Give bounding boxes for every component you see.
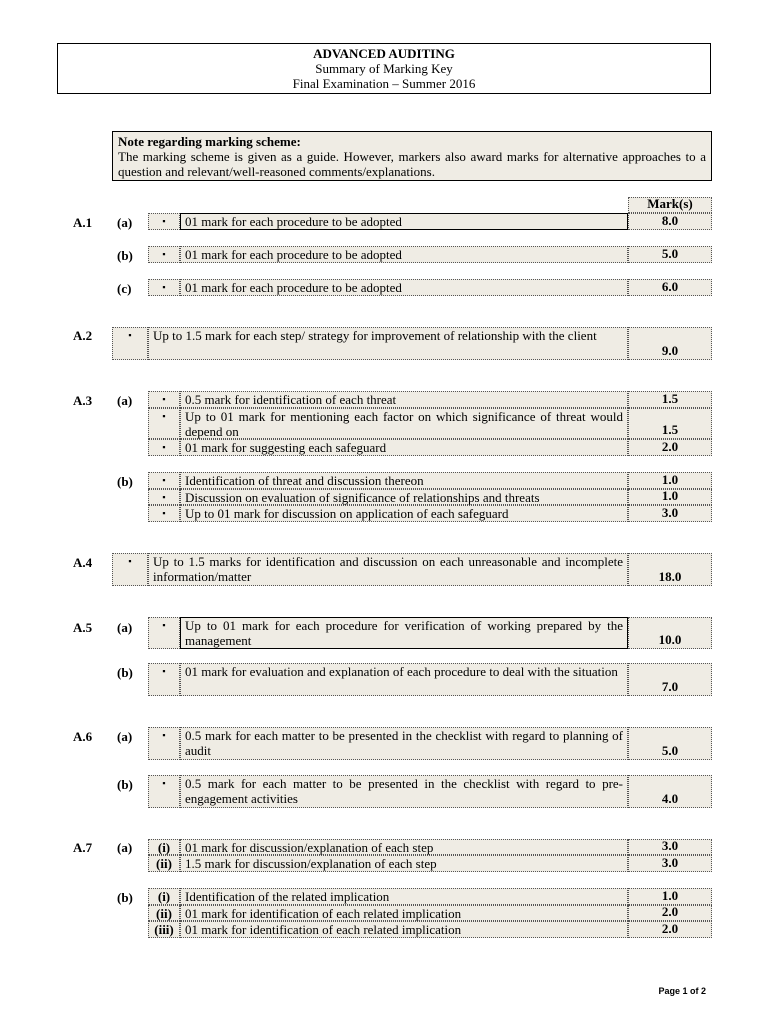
bullet-icon: ▪ <box>148 439 180 456</box>
part-label: (a) <box>117 729 133 744</box>
criterion-text: 0.5 mark for each matter to be presented in the checklist with regard to pre-engagement activities <box>180 775 628 808</box>
marking-note <box>112 131 712 181</box>
criterion-mark: 2.0 <box>628 921 712 938</box>
bullet-icon: ▪ <box>148 617 180 649</box>
criterion-text: Up to 01 mark for discussion on application of each safeguard <box>180 505 628 522</box>
roman-numeral: (iii) <box>148 921 180 938</box>
criterion-text: Up to 01 mark for mentioning each factor on which significance of threat would depend on <box>180 408 628 439</box>
criterion-mark: 4.0 <box>628 775 712 808</box>
criterion-mark: 5.0 <box>628 246 712 263</box>
criterion-text: 01 mark for suggesting each safeguard <box>180 439 628 456</box>
bullet-icon: ▪ <box>148 663 180 696</box>
criterion-mark: 8.0 <box>628 213 712 230</box>
criterion-text: 01 mark for discussion/explanation of each step <box>180 839 628 855</box>
bullet-icon: ▪ <box>148 213 180 230</box>
criterion-text: 01 mark for each procedure to be adopted <box>180 279 628 296</box>
part-label: (b) <box>117 248 133 263</box>
document-header <box>57 43 711 94</box>
criterion-mark: 1.0 <box>628 888 712 905</box>
bullet-icon: ▪ <box>148 727 180 760</box>
criterion-mark: 18.0 <box>628 553 712 586</box>
criterion-text: Discussion on evaluation of significance of relationships and threats <box>180 489 628 505</box>
criterion-mark: 5.0 <box>628 727 712 760</box>
bullet-icon: ▪ <box>148 505 180 522</box>
exam-session: Final Examination – Summer 2016 <box>292 76 476 91</box>
roman-numeral: (i) <box>148 888 180 905</box>
page-number: Page 1 of 2 <box>658 986 706 996</box>
roman-numeral: (ii) <box>148 905 180 921</box>
criterion-text: 01 mark for identification of each related implication <box>180 905 628 921</box>
criterion-text: 0.5 mark for each matter to be presented in the checklist with regard to planning of audit <box>180 727 628 760</box>
document-title: ADVANCED AUDITING <box>313 46 455 61</box>
part-label: (a) <box>117 620 133 635</box>
question-label: A.4 <box>73 555 93 570</box>
criterion-mark: 6.0 <box>628 279 712 296</box>
criterion-text: Identification of the related implication <box>180 888 628 905</box>
note-text: The marking scheme is given as a guide. However, markers also award marks for alternative approaches to a question and relevant/well-reasoned comments/explanations. <box>118 149 706 179</box>
part-label: (b) <box>117 474 133 489</box>
bullet-icon: ▪ <box>112 327 148 360</box>
roman-numeral: (ii) <box>148 855 180 872</box>
criterion-mark: 3.0 <box>628 855 712 872</box>
note-title: Note regarding marking scheme: <box>118 134 301 149</box>
question-label: A.6 <box>73 729 93 744</box>
roman-numeral: (i) <box>148 839 180 855</box>
criterion-text: Identification of threat and discussion thereon <box>180 472 628 489</box>
criterion-mark: 1.0 <box>628 472 712 489</box>
bullet-icon: ▪ <box>112 553 148 586</box>
part-label: (a) <box>117 393 133 408</box>
criterion-text: 01 mark for identification of each related implication <box>180 921 628 938</box>
criterion-text: 01 mark for evaluation and explanation of each procedure to deal with the situation <box>180 663 628 696</box>
criterion-mark: 3.0 <box>628 505 712 522</box>
criterion-mark: 9.0 <box>628 327 712 360</box>
criterion-mark: 7.0 <box>628 663 712 696</box>
criterion-text: 01 mark for each procedure to be adopted <box>180 246 628 263</box>
criterion-text: Up to 1.5 mark for each step/ strategy for improvement of relationship with the client <box>148 327 628 360</box>
criterion-mark: 2.0 <box>628 905 712 921</box>
bullet-icon: ▪ <box>148 489 180 505</box>
criterion-text: Up to 1.5 marks for identification and discussion on each unreasonable and incomplete information/matter <box>148 553 628 586</box>
criterion-text: Up to 01 mark for each procedure for verification of working prepared by the management <box>180 617 628 649</box>
bullet-icon: ▪ <box>148 246 180 263</box>
criterion-text: 01 mark for each procedure to be adopted <box>180 213 628 230</box>
bullet-icon: ▪ <box>148 408 180 439</box>
question-label: A.1 <box>73 215 93 230</box>
bullet-icon: ▪ <box>148 391 180 408</box>
bullet-icon: ▪ <box>148 279 180 296</box>
criterion-mark: 1.0 <box>628 489 712 505</box>
part-label: (a) <box>117 840 133 855</box>
criterion-text: 1.5 mark for discussion/explanation of each step <box>180 855 628 872</box>
criterion-mark: 10.0 <box>628 617 712 649</box>
question-label: A.5 <box>73 620 93 635</box>
marks-column-header: Mark(s) <box>628 197 712 213</box>
bullet-icon: ▪ <box>148 775 180 808</box>
part-label: (c) <box>117 281 132 296</box>
question-label: A.7 <box>73 840 93 855</box>
question-label: A.3 <box>73 393 93 408</box>
criterion-mark: 1.5 <box>628 391 712 408</box>
bullet-icon: ▪ <box>148 472 180 489</box>
criterion-mark: 2.0 <box>628 439 712 456</box>
part-label: (b) <box>117 890 133 905</box>
part-label: (a) <box>117 215 133 230</box>
question-label: A.2 <box>73 328 93 343</box>
part-label: (b) <box>117 665 133 680</box>
part-label: (b) <box>117 777 133 792</box>
criterion-mark: 1.5 <box>628 408 712 439</box>
criterion-text: 0.5 mark for identification of each threat <box>180 391 628 408</box>
criterion-mark: 3.0 <box>628 839 712 855</box>
document-subtitle: Summary of Marking Key <box>315 61 453 76</box>
